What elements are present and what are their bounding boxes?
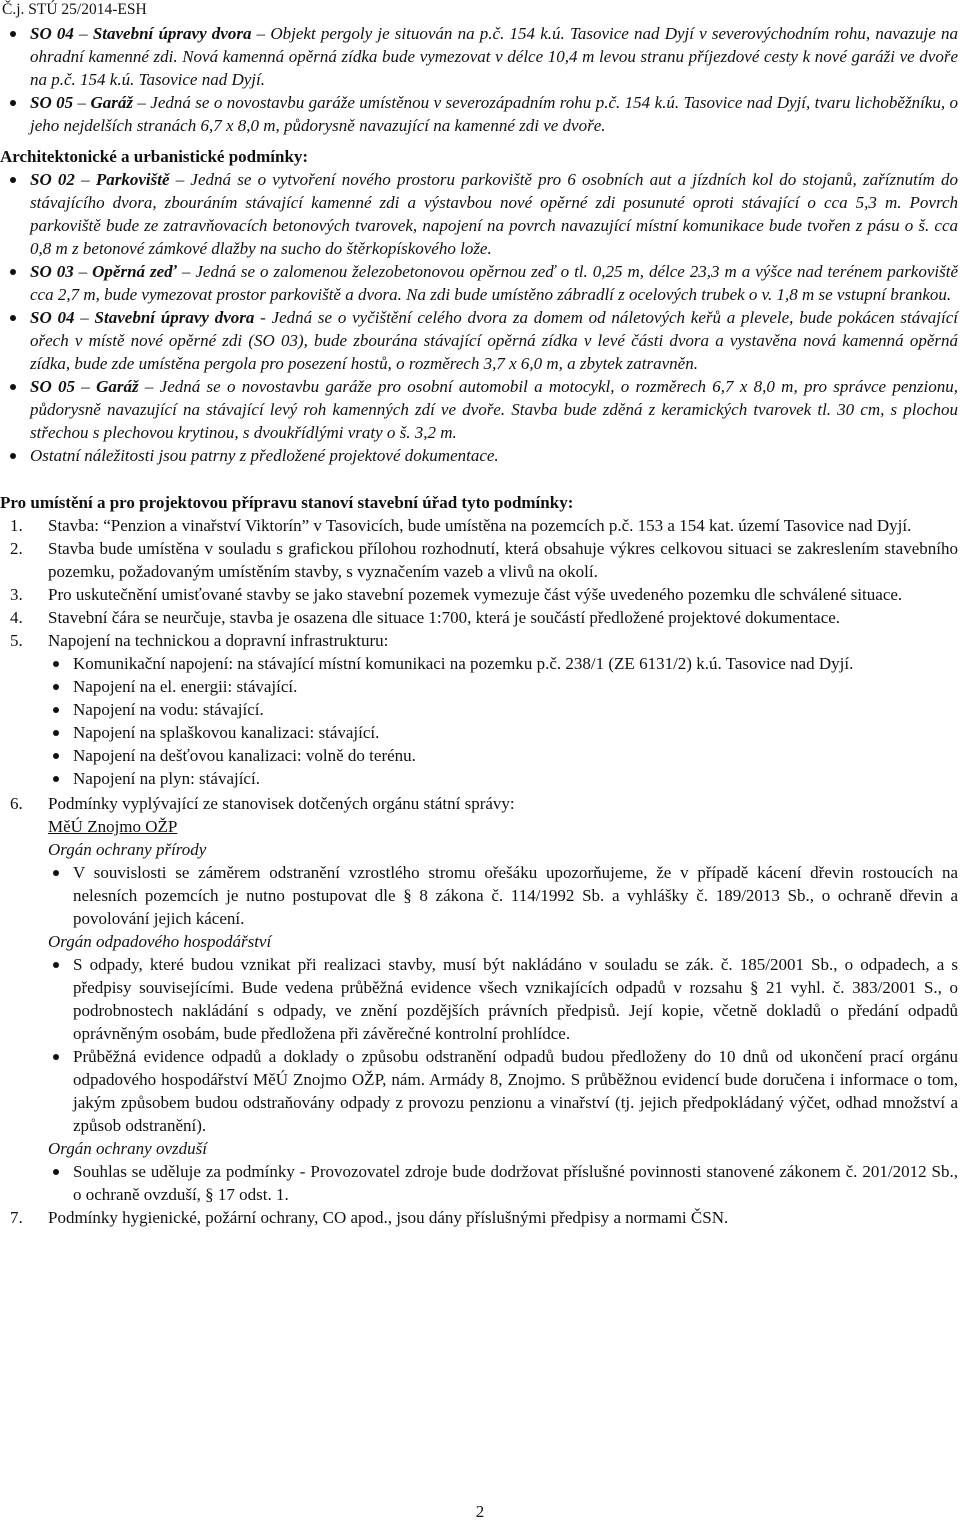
object-name: Stavební úpravy dvora [92, 24, 252, 43]
object-description: – Objekt pergoly je situován na p.č. 154 k.ú. Tasovice nad Dyjí v severovýchodním rohu, navazuje na ohradní kamenné zdi. Nová kamenná opěrná zídka bude vymezovat v délce 10,4 m levou stranu příjezdové cesty k nové garáži ve dvoře na p.č. 154 k.ú. Tasovice nad Dyjí. [30, 24, 958, 89]
authority-section-label: Orgán ochrany přírody [48, 840, 207, 859]
condition-text: Stavba: “Penzion a vinařství Viktorín” v Tasovicích, bude umístěna na pozemcích p.č. 153 a 154 kat. území Tasovice nad Dyjí. [48, 516, 912, 535]
page-number: 2 [475, 1502, 485, 1521]
object-code: SO 04 [30, 24, 74, 43]
condition-number: 5. [10, 631, 23, 650]
document-body [0, 22, 958, 1229]
condition-item [0, 629, 958, 652]
authority-section-label: Orgán ochrany ovzduší [48, 1139, 207, 1158]
infrastructure-item: Napojení na vodu: stávající. [0, 698, 958, 721]
authority-name: MěÚ Znojmo OŽP [48, 817, 178, 836]
infrastructure-item: Napojení na dešťovou kanalizaci: volně do terénu. [0, 744, 958, 767]
object-name: Opěrná zeď [92, 262, 177, 281]
infrastructure-item: Napojení na plyn: stávající. [0, 767, 958, 790]
object-name: Parkoviště [95, 170, 170, 189]
object-description: – Jedná se o vytvoření nového prostoru parkoviště pro 6 osobních aut a jízdních kol do stojanů, zaříznutím do stávajícího dvora, zbouráním stávající kamenné zdi a výstavbou nové opěrné zdi posunuté oproti stávající o cca 5,3 m. Povrch parkoviště bude ze zatravňovacích betonových tvarovek, napojení na povrch navazující místní komunikace bude tvořen z pásu o š. cca 0,8 m z betonové zámkové dlažby na sucho do štěrkopískového lože. [30, 170, 958, 258]
condition-number: 1. [10, 516, 23, 535]
condition-item [0, 514, 958, 537]
list-item: SO 05 – Garáž – Jedná se o novostavbu garáže umístěnou v severozápadním rohu p.č. 154 k.ú. Tasovice nad Dyjí, tvaru lichoběžníku, o jeho nejdelších stranách 6,7 x 8,0 m, půdorysně navazující na kamenné zdi ve dvoře. [0, 91, 958, 137]
condition-item [0, 537, 958, 583]
object-code: SO 02 [30, 170, 75, 189]
object-code: SO 05 [30, 93, 74, 112]
object-description: – Jedná se o zalomenou železobetonovou opěrnou zeď o tl. 0,25 m, délce 23,3 m a výšce nad terénem parkoviště cca 2,7 m, bude vymezovat prostor parkoviště a dvora. Na zdi bude umístěno zábradlí z ocelových trubek o v. 1,8 m se vstupní brankou. [30, 262, 959, 304]
object-name: Garáž [96, 377, 139, 396]
condition-number: 2. [10, 539, 23, 558]
condition-number: 3. [10, 585, 23, 604]
section-heading-architecture: Architektonické a urbanistické podmínky: [0, 147, 309, 166]
object-code: SO 04 [30, 308, 75, 327]
condition-text: Stavba bude umístěna v souladu s grafickou přílohou rozhodnutí, která obsahuje výkres celkovou situaci se zakreslením stavebního pozemku, požadovaným umístěním stavby, s vyznačením vazeb a vlivů na okolí. [48, 539, 958, 581]
object-code: SO 03 [30, 262, 74, 281]
infrastructure-item: Komunikační napojení: na stávající místní komunikaci na pozemku p.č. 238/1 (ZE 6131/2) k.ú. Tasovice nad Dyjí. [0, 652, 958, 675]
list-item: SO 05 – Garáž – Jedná se o novostavbu garáže pro osobní automobil a motocykl, o rozměrech 6,7 x 8,0 m, pro správce penzionu, půdorysně navazující na stávající levý roh kamenných zdí ve dvoře. Stavba bude zděná z keramických tvarovek tl. 30 cm, s plochou střechou s plechovou krytinou, s dvoukřídlými vraty o š. 3,2 m. [0, 375, 958, 444]
object-description: – Jedná se o novostavbu garáže umístěnou v severozápadním rohu p.č. 154 k.ú. Tasovice nad Dyjí, tvaru lichoběžníku, o jeho nejdelších stranách 6,7 x 8,0 m, půdorysně navazující na kamenné zdi ve dvoře. [30, 93, 959, 135]
section-heading-conditions: Pro umístění a pro projektovou přípravu stanoví stavební úřad tyto podmínky: [0, 493, 574, 512]
condition-item [0, 606, 958, 629]
list-item: SO 03 – Opěrná zeď – Jedná se o zalomenou železobetonovou opěrnou zeď o tl. 0,25 m, délce 23,3 m a výšce nad terénem parkoviště cca 2,7 m, bude vymezovat prostor parkoviště a dvora. Na zdi bude umístěno zábradlí z ocelových trubek o v. 1,8 m se vstupní brankou. [0, 260, 958, 306]
authority-item: Průběžná evidence odpadů a doklady o způsobu odstranění odpadů budou předloženy do 10 dnů od ukončení prací orgánu odpadového hospodářství MěÚ Znojmo OŽP, nám. Armády 8, Znojmo. S průběžnou evidencí bude doručena i informace o tom, jakým způsobem budou odstraňovány odpady z provozu penzionu a vinařství (tj. jejich předpokládaný výčet, odhad množství a způsob odstranění). [0, 1045, 958, 1137]
condition-text: Podmínky hygienické, požární ochrany, CO apod., jsou dány příslušnými předpisy a normami ČSN. [48, 1208, 729, 1227]
condition-text: Podmínky vyplývající ze stanovisek dotčených orgánu státní správy: [48, 794, 515, 813]
condition-item [0, 792, 958, 815]
condition-text: Stavební čára se neurčuje, stavba je osazena dle situace 1:700, která je součástí předložené projektové dokumentace. [48, 608, 841, 627]
document-reference: Č.j. STÚ 25/2014-ESH [2, 1, 147, 18]
condition-item [0, 583, 958, 606]
list-item: SO 04 – Stavební úpravy dvora – Objekt pergoly je situován na p.č. 154 k.ú. Tasovice nad Dyjí v severovýchodním rohu, navazuje na ohradní kamenné zdi. Nová kamenná opěrná zídka bude vymezovat v délce 10,4 m levou stranu příjezdové cesty k nové garáži ve dvoře na p.č. 154 k.ú. Tasovice nad Dyjí. [0, 22, 958, 91]
object-description: – Jedná se o novostavbu garáže pro osobní automobil a motocykl, o rozměrech 6,7 x 8,0 m, pro správce penzionu, půdorysně navazující na stávající levý roh kamenných zdí ve dvoře. Stavba bude zděná z keramických tvarovek tl. 30 cm, s plochou střechou s plechovou krytinou, s dvoukřídlými vraty o š. 3,2 m. [30, 377, 959, 442]
condition-number: 4. [10, 608, 23, 627]
condition-number: 6. [10, 794, 23, 813]
condition-item [0, 1206, 958, 1229]
authority-item: S odpady, které budou vznikat při realizaci stavby, musí být nakládáno v souladu se zák. č. 185/2001 Sb., o odpadech, a s předpisy souvisejícími. Bude vedena průběžná evidence všech vznikajících odpadů v rozsahu § 21 vyhl. č. 383/2001 S., o podrobnostech nakládání s odpady, ve znění pozdějších právních předpisů. Její kopie, včetně dokladů o předání odpadů oprávněným osobám, bude předložena při závěrečné kontrolní prohlídce. [0, 953, 958, 1045]
list-item: SO 02 – Parkoviště – Jedná se o vytvoření nového prostoru parkoviště pro 6 osobních aut a jízdních kol do stojanů, zaříznutím do stávajícího dvora, zbouráním stávající kamenné zdi a výstavbou nové opěrné zdi posunuté oproti stávající o cca 5,3 m. Povrch parkoviště bude ze zatravňovacích betonových tvarovek, napojení na povrch navazující místní komunikace bude tvořen z pásu o š. cca 0,8 m z betonové zámkové dlažby na sucho do štěrkopískového lože. [0, 168, 958, 260]
condition-number: 7. [10, 1208, 23, 1227]
authority-item: Souhlas se uděluje za podmínky - Provozovatel zdroje bude dodržovat příslušné povinnosti stanovené zákonem č. 201/2012 Sb., o ochraně ovzduší, § 17 odst. 1. [0, 1160, 958, 1206]
condition-text: Napojení na technickou a dopravní infrastrukturu: [48, 631, 389, 650]
object-description: - Jedná se o vyčištění celého dvora za domem od náletových keřů a plevele, bude pokácen stávající ořech v místě nové opěrné zdi (SO 03), bude zbourána stávající opěrná zídka v levé části dvora a vystavěna nová kamenná opěrná zídka, bude zde umístěna pergola pro posezení hostů, o rozměrech 3,7 x 6,0 m, a zbytek zatravněn. [30, 308, 959, 373]
authority-section-label: Orgán odpadového hospodářství [48, 932, 272, 951]
object-description: Ostatní náležitosti jsou patrny z předložené projektové dokumentace. [30, 446, 499, 465]
object-name: Stavební úpravy dvora [94, 308, 255, 327]
list-item [0, 444, 958, 467]
infrastructure-item: Napojení na el. energii: stávající. [0, 675, 958, 698]
object-name: Garáž [90, 93, 133, 112]
list-item: SO 04 – Stavební úpravy dvora - Jedná se o vyčištění celého dvora za domem od náletových keřů a plevele, bude pokácen stávající ořech v místě nové opěrné zdi (SO 03), bude zbourána stávající opěrná zídka v levé části dvora a vystavěna nová kamenná opěrná zídka, bude zde umístěna pergola pro posezení hostů, o rozměrech 3,7 x 6,0 m, a zbytek zatravněn. [0, 306, 958, 375]
authority-item: V souvislosti se záměrem odstranění vzrostlého stromu ořešáku upozorňujeme, že v případě kácení dřevin rostoucích na nelesních pozemcích je nutno postupovat dle § 8 zákona č. 114/1992 Sb. a vyhlášky č. 189/2013 Sb., o ochraně dřevin a povolování jejich kácení. [0, 861, 958, 930]
infrastructure-item: Napojení na splaškovou kanalizaci: stávající. [0, 721, 958, 744]
condition-text: Pro uskutečnění umisťované stavby se jako stavební pozemek vymezuje část výše uvedeného pozemku dle schválené situace. [48, 585, 903, 604]
object-code: SO 05 [30, 377, 76, 396]
